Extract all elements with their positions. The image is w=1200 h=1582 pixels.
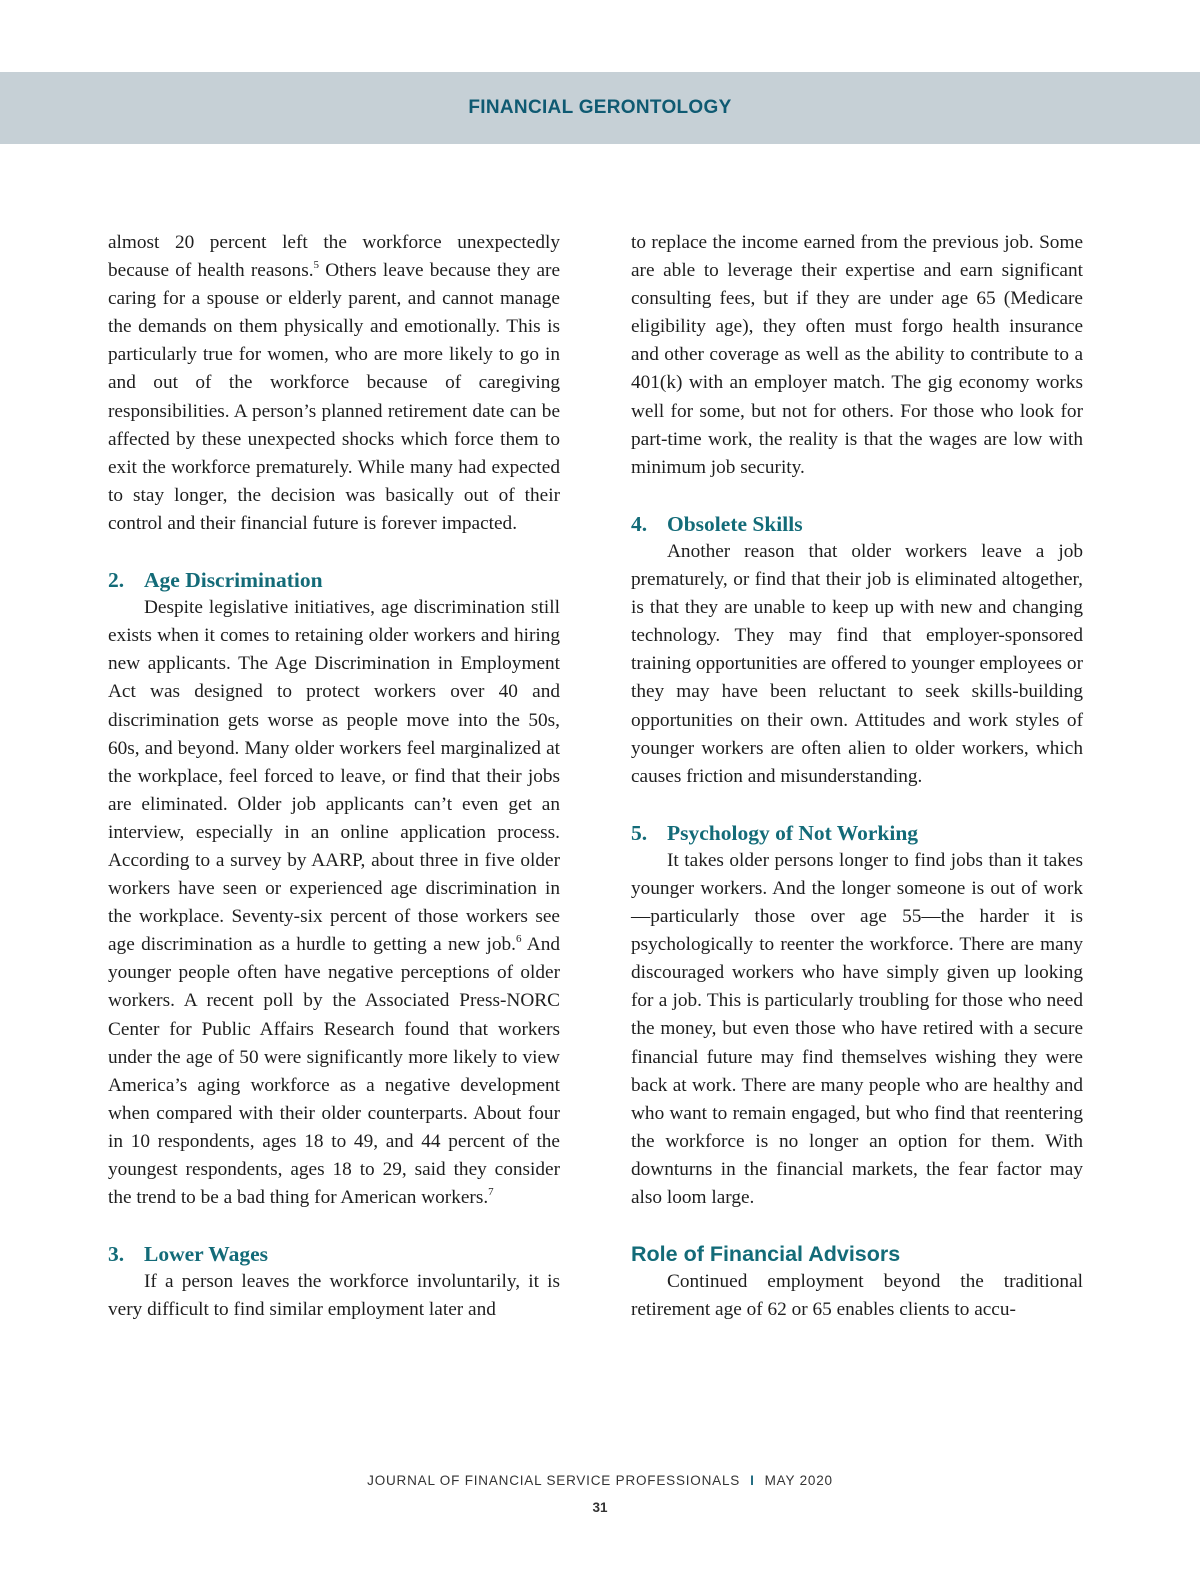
footnote-ref: 6 [515,933,522,946]
footer-date: MAY 2020 [764,1473,833,1488]
paragraph: If a person leaves the workforce involuntarily, it is very difficult to find similar employment later and [108,1271,560,1321]
paragraph: to replace the income earned from the previous job. Some are able to leverage their expertise and earn significant consulting fees, but if they are under age 65 (Medicare eligibility age), they often must forgo health insurance and other coverage as well as the ability to contribute to a 401(k) with an employer match. The gig economy works well for some, but not for others. For those who look for part-time work, the reality is that the wages are low with minimum job security. [631,232,1083,478]
footer-journal-name: JOURNAL OF FINANCIAL SERVICE PROFESSIONALS [367,1473,741,1488]
paragraph: It takes older persons longer to find jobs than it takes younger workers. And the longer someone is out of work—particularly those over age 55—the harder it is psychologically to reenter the workforce. There are many discouraged workers who have simply given up looking for a job. This is particularly troubling for those who need the money, but even those who have retired with a secure financial future may find themselves wishing they were back at work. There are many people who are healthy and who want to remain engaged, but who find that reentering the workforce is no longer an option for them. With downturns in the financial markets, the fear factor may also loom large. [631,849,1083,1208]
paragraph: Despite legislative initiatives, age discrimination still exists when it comes to retaining older workers and hiring new applicants. The Age Discrimination in Employment Act was designed to protect workers over 40 and discrimination gets worse as people move into the 50s, 60s, and beyond. Many older workers feel marginalized at the workplace, feel forced to leave, or find that their jobs are eliminated. Older job applicants can’t even get an interview, especially in an online application process. According to a survey by AARP, about three in five older workers have seen or experienced age discrimination in the workplace. Seventy-six percent of those workers see age discrimination as a hurdle to getting a new job.$^6$ And younger people often have negative perceptions of older workers. A recent poll by the Associated Press-NORC Center for Public Affairs Research found that workers under the age of 50 were significantly more likely to view America’s aging workforce as a negative development when compared with their older counterparts. About four in 10 respondents, ages 18 to 49, and 44 percent of the youngest respondents, ages 18 to 29, said they consider the trend to be a bad thing for American workers.$^7$ [108,597,560,1209]
footer-separator: I [750,1473,755,1488]
section-heading-age-discrimination: 2. Age Discrimination [108,568,323,593]
paragraph: Another reason that older workers leave a job prematurely, or find that their job is eliminated altogether, is that they are unable to keep up with new and changing technology. They may find that employer-sponsored training opportunities are offered to younger employees or they may have been reluctant to seek skills-building opportunities on their own. Attitudes and work styles of younger workers are often alien to older workers, which causes friction and misunderstanding. [631,540,1083,787]
footer-journal-line [0,1473,1200,1488]
section-heading-lower-wages: 3. Lower Wages [108,1242,269,1267]
paragraph: Continued employment beyond the traditional retirement age of 62 or 65 enables clients to accu- [631,1271,1083,1321]
paragraph: almost 20 percent left the workforce unexpectedly because of health reasons.$^5$ Others leave because they are caring for a spouse or elderly parent, and cannot manage the demands on them physically and emotionally. This is particularly true for women, who are more likely to go in and out of the workforce because of caregiving responsibilities. A person’s planned retirement date can be affected by these unexpected shocks which force them to exit the workforce prematurely. While many had expected to stay longer, the decision was basically out of their control and their financial future is forever impacted. [108,232,560,534]
section-heading-psychology-of-not-working: 5. Psychology of Not Working [631,820,919,845]
footnote-ref: 5 [313,259,320,272]
running-header-title: FINANCIAL GERONTOLOGY [468,97,732,118]
left-column [108,229,560,1324]
right-column [631,229,1083,1324]
page-number: 31 [592,1500,608,1515]
running-header-band [0,72,1200,144]
section-heading-role-of-financial-advisors: Role of Financial Advisors [631,1242,901,1267]
section-heading-obsolete-skills: 4. Obsolete Skills [631,511,803,536]
footnote-ref: 7 [488,1186,494,1199]
